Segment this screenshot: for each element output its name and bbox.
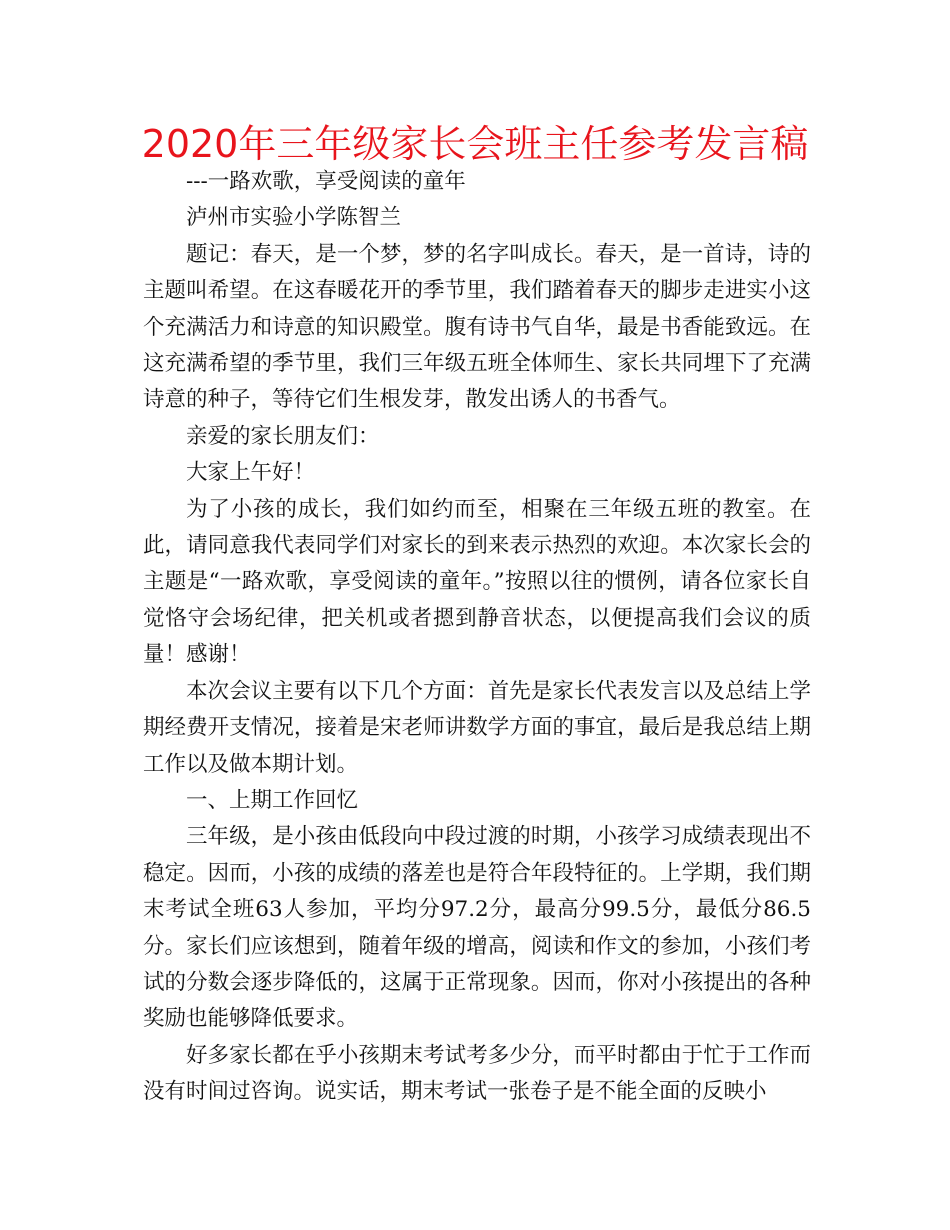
body-paragraph: 三年级，是小孩由低段向中段过渡的时期，小孩学习成绩表现出不稳定。因而，小孩的成绩的落差也是符合年段特征的。上学期，我们期末考试全班63人参加，平均分97.2分，最高分99.5分，最低分86.5分。家长们应该想到，随着年级的增高，阅读和作文的参加，小孩们考试的分数会逐步降低的，这属于正常现象。因而，你对小孩提出的各种奖励也能够降低要求。 bbox=[143, 824, 811, 1032]
body-paragraph: 好多家长都在乎小孩期末考试考多少分，而平时都由于忙于工作而没有时间过咨询。说实话，期末考试一张卷子是不能全面的反映小 bbox=[143, 1042, 811, 1105]
author-paragraph: 泸州市实验小学陈智兰 bbox=[186, 205, 402, 231]
salutation-paragraph: 亲爱的家长朋友们： bbox=[186, 423, 380, 449]
greeting-paragraph: 大家上午好！ bbox=[186, 460, 316, 486]
body-paragraph: 为了小孩的成长，我们如约而至，相聚在三年级五班的教室。在此，请同意我代表同学们对家长的到来表示热烈的欢迎。本次家长会的主题是“一路欢歌，享受阅读的童年。”按照以往的惯例，请各位家长自觉恪守会场纪律，把关机或者摁到静音状态，以便提高我们会议的质量！感谢！ bbox=[143, 496, 811, 668]
body-paragraph: 本次会议主要有以下几个方面：首先是家长代表发言以及总结上学期经费开支情况，接着是宋老师讲数学方面的事宜，最后是我总结上期工作以及做本期计划。 bbox=[143, 678, 811, 777]
section-heading: 一、上期工作回忆 bbox=[186, 787, 359, 813]
document-body bbox=[143, 164, 811, 1111]
epigraph-paragraph: 题记：春天，是一个梦，梦的名字叫成长。春天，是一首诗，诗的主题叫希望。在这春暖花开的季节里，我们踏着春天的脚步走进实小这个充满活力和诗意的知识殿堂。腹有诗书气自华，最是书香能致远。在这充满希望的季节里，我们三年级五班全体师生、家长共同埋下了充满诗意的种子，等待它们生根发芽，散发出诱人的书香气。 bbox=[143, 241, 811, 413]
document-title: 2020年三年级家长会班主任参考发言稿 bbox=[141, 122, 809, 166]
subtitle-paragraph: ---一路欢歌，享受阅读的童年 bbox=[186, 169, 466, 194]
